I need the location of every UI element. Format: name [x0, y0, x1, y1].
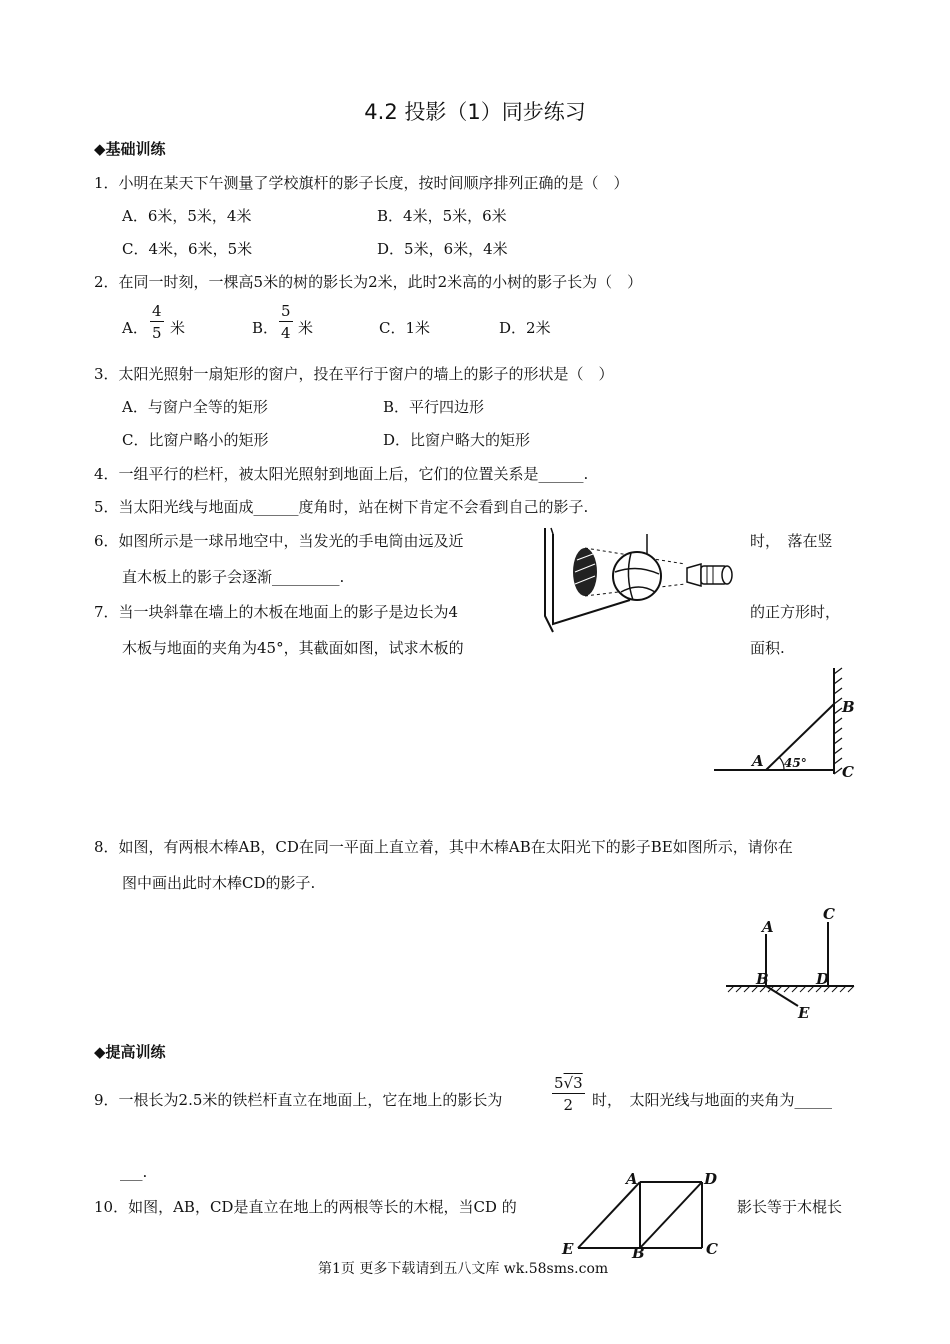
- q1-option-b: B．4米，5米，6米: [377, 207, 507, 225]
- q6-line1-left: 6．如图所示是一球吊地空中，当发光的手电筒由远及近: [94, 532, 464, 550]
- q10-label-d: D: [704, 1170, 718, 1188]
- q6-line2: 直木板上的影子会逐渐_________.: [122, 568, 345, 586]
- q9-fraction: [552, 1074, 585, 1114]
- ball: [613, 552, 661, 600]
- q7-label-a: A: [752, 752, 764, 770]
- q7-angle-label: 45°: [784, 756, 807, 770]
- q9-denominator: 2: [563, 1096, 574, 1114]
- q3-option-c: C．比窗户略小的矩形: [122, 431, 269, 449]
- q8-line1: 8．如图，有两根木棒AB，CD在同一平面上直立着，其中木棒AB在太阳光下的影子BE如图所示，请你在: [94, 838, 793, 856]
- section-basic-heading: ◆基础训练: [94, 140, 166, 158]
- q10-label-b: B: [632, 1244, 645, 1262]
- q10-right: 影长等于木棍长: [737, 1198, 843, 1216]
- q7-wall-board-figure: [712, 664, 862, 784]
- board-edge: [545, 528, 553, 632]
- q2-option-a-fraction: [150, 302, 164, 342]
- q8-sticks-figure: [722, 904, 862, 1024]
- q2-option-b-unit: 米: [298, 319, 314, 337]
- q2-b-numerator: 5: [281, 302, 291, 320]
- q10-left: 10．如图，AB，CD是直立在地上的两根等长的木棍，当CD 的: [94, 1198, 517, 1216]
- q10-rectangle-figure: [560, 1168, 730, 1260]
- q2-option-a-prefix: A．: [122, 319, 148, 337]
- q1-stem: 1．小明在某天下午测量了学校旗杆的影子长度，按时间顺序排列正确的是（ ）: [94, 174, 629, 192]
- q6-flashlight-figure: [535, 524, 745, 634]
- q9-right: 时， 太阳光线与地面的夹角为_____: [592, 1091, 833, 1109]
- q4-stem: 4．一组平行的栏杆，被太阳光照射到地面上后，它们的位置关系是______.: [94, 465, 589, 483]
- q10-label-c: C: [706, 1240, 718, 1258]
- q6-line1-right: 时， 落在竖: [750, 532, 833, 550]
- q3-stem: 3．太阳光照射一扇矩形的窗户，投在平行于窗户的墙上的影子的形状是（ ）: [94, 365, 614, 383]
- q2-option-c: C．1米: [379, 319, 431, 337]
- q1-option-a: A．6米，5米，4米: [122, 207, 252, 225]
- segment-ea: [578, 1182, 640, 1248]
- q10-label-e: E: [562, 1240, 574, 1258]
- q8-label-a: A: [762, 918, 774, 936]
- q9-num-root: √3: [563, 1074, 583, 1092]
- q8-label-e: E: [798, 1004, 810, 1022]
- flashlight-icon: [687, 564, 732, 586]
- q9-num-radicand: 3: [573, 1074, 583, 1092]
- shadow-be: [766, 986, 798, 1006]
- q8-label-b: B: [756, 970, 769, 988]
- q9-left: 9．一根长为2.5米的铁栏杆直立在地面上，它在地上的影长为: [94, 1091, 503, 1109]
- q3-option-b: B．平行四边形: [383, 398, 485, 416]
- q7-line2-right: 面积.: [750, 639, 785, 657]
- section-advanced-heading: ◆提高训练: [94, 1043, 166, 1061]
- q1-option-c: C．4米，6米，5米: [122, 240, 253, 258]
- q7-label-c: C: [842, 763, 854, 781]
- page-title: 4.2 投影（1）同步练习: [364, 100, 586, 124]
- q5-stem: 5．当太阳光线与地面成______度角时，站在树下肯定不会看到自己的影子.: [94, 498, 589, 516]
- segment-bd: [640, 1182, 702, 1248]
- q2-option-b-prefix: B．: [252, 319, 279, 337]
- q2-a-denominator: 5: [152, 324, 162, 342]
- q2-option-a-unit: 米: [170, 319, 186, 337]
- q2-option-b-fraction: [279, 302, 293, 342]
- q10-label-a: A: [626, 1170, 638, 1188]
- q2-option-d: D．2米: [499, 319, 551, 337]
- q7-line1-right: 的正方形时，: [750, 603, 841, 621]
- q3-option-d: D．比窗户略大的矩形: [383, 431, 531, 449]
- q9-num-coef: 5: [554, 1074, 564, 1092]
- q2-stem: 2．在同一时刻，一棵高5米的树的影长为2米，此时2米高的小树的影子长为（ ）: [94, 273, 643, 291]
- q3-option-a: A．与窗户全等的矩形: [122, 398, 268, 416]
- q9-continuation: ___.: [120, 1163, 148, 1181]
- q8-label-c: C: [823, 905, 835, 923]
- ball-shadow: [573, 548, 597, 596]
- q7-line1-left: 7．当一块斜靠在墙上的木板在地面上的影子是边长为4: [94, 603, 459, 621]
- q2-b-denominator: 4: [281, 324, 291, 342]
- q2-a-numerator: 4: [152, 302, 162, 320]
- q7-line2-left: 木板与地面的夹角为45°，其截面如图，试求木板的: [122, 639, 464, 657]
- q8-line2: 图中画出此时木棒CD的影子.: [122, 874, 316, 892]
- q8-label-d: D: [816, 970, 830, 988]
- page-footer: 第1页 更多下载请到五八文库 wk.58sms.com: [318, 1261, 609, 1277]
- q9-numerator: [552, 1074, 585, 1094]
- q7-label-b: B: [842, 698, 855, 716]
- q1-option-d: D．5米，6米，4米: [377, 240, 508, 258]
